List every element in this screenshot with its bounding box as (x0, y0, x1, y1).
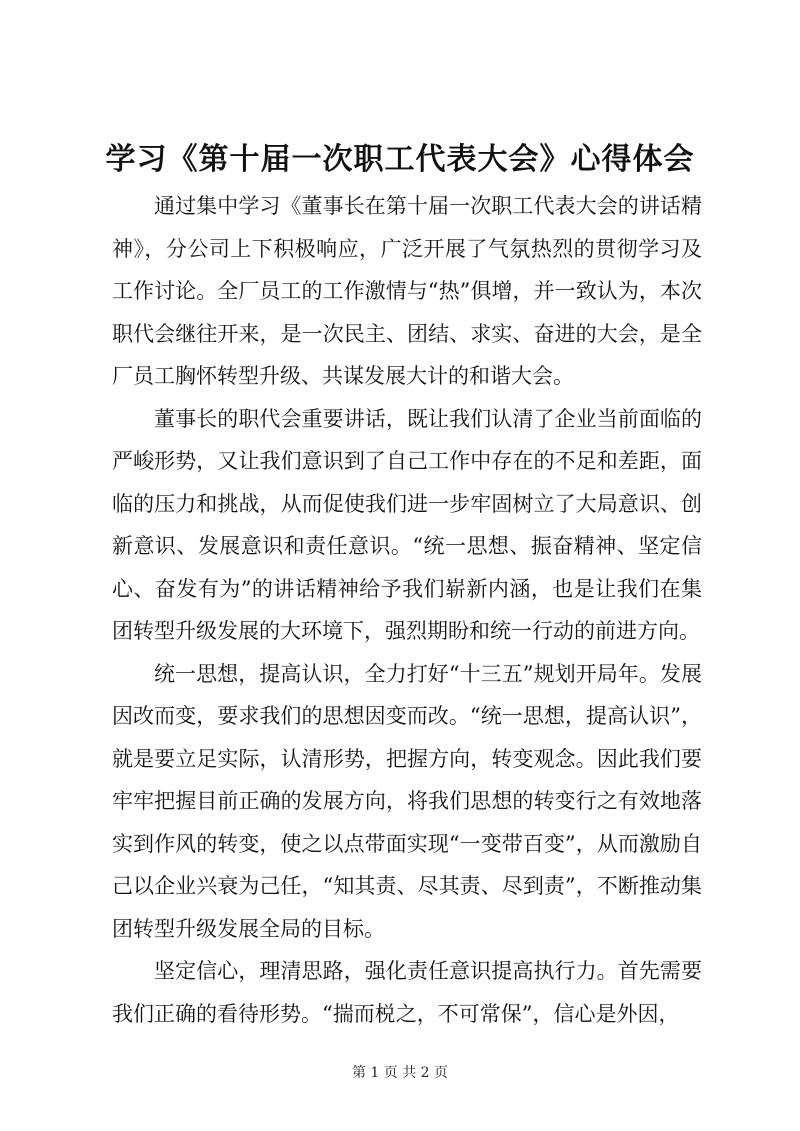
paragraph-1: 通过集中学习《董事长在第十届一次职工代表大会的讲话精神》，分公司上下积极响应，广泛开展了气氛热烈的贯彻学习及工作讨论。全厂员工的工作激情与“热”俱增，并一致认为，本次职代会继往开来，是一次民主、团结、求实、奋进的大会，是全厂员工胸怀转型升级、共谋发展大计的和谐大会。 (112, 194, 702, 388)
paragraph-2: 董事长的职代会重要讲话，既让我们认清了企业当前面临的严峻形势，又让我们意识到了自己工作中存在的不足和差距，面临的压力和挑战，从而促使我们进一步牢固树立了大局意识、创新意识、发展意识和责任意识。“统一思想、振奋精神、坚定信心、奋发有为”的讲话精神给予我们崭新内涵，也是让我们在集团转型升级发展的大环境下，强烈期盼和统一行动的前进方向。 (112, 406, 702, 643)
document-body (112, 185, 702, 1035)
paragraph-3: 统一思想，提高认识，全力打好“十三五”规划开局年。发展因改而变，要求我们的思想因变而改。“统一思想，提高认识”，就是要立足实际，认清形势，把握方向，转变观念。因此我们要牢牢把握目前正确的发展方向，将我们思想的转变行之有效地落实到作风的转变，使之以点带面实现“一变带百变”，从而激励自己以企业兴衰为己任，“知其责、尽其责、尽到责”，不断推动集团转型升级发展全局的目标。 (112, 661, 702, 941)
paragraph-4: 坚定信心，理清思路，强化责任意识提高执行力。首先需要我们正确的看待形势。“揣而棁之，不可常保”，信心是外因， (112, 959, 702, 1026)
page-number-footer: 第 1 页 共 2 页 (351, 1065, 449, 1081)
document-title: 学习《第十届一次职工代表大会》心得体会 (105, 142, 695, 177)
